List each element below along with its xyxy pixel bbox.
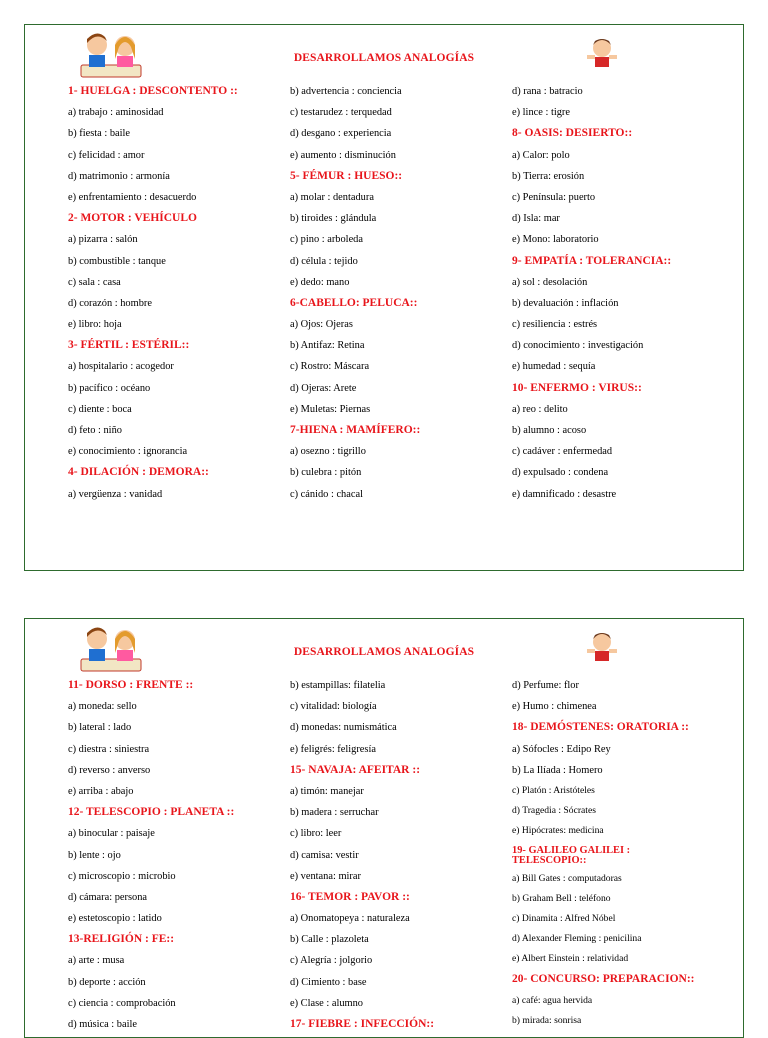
answer-option: a) café: agua hervida [512, 994, 593, 1006]
answer-option: b) advertencia : conciencia [290, 86, 402, 97]
column-right [512, 81, 671, 505]
answer-option: e) ventana: mirar [290, 870, 361, 882]
answer-option: d) conocimiento : investigación [512, 340, 644, 352]
answer-option: c) Platón : Aristóteles [512, 784, 595, 796]
answer-option: e) conocimiento : ignorancia [68, 446, 188, 458]
answer-option: b) deporte : acción [68, 976, 146, 988]
analogy-question: 9- EMPATÍA : TOLERANCIA:: [512, 254, 672, 267]
answer-option: d) música : baile [68, 1019, 137, 1030]
answer-option: d) expulsado : condena [512, 467, 609, 479]
answer-option: b) fiesta : baile [68, 128, 131, 140]
answer-option: c) pino : arboleda [290, 234, 363, 246]
worksheet-page-2 [24, 618, 744, 1038]
answer-option: d) matrimonio : armonía [68, 170, 170, 182]
analogy-question: 16- TEMOR : PAVOR :: [290, 890, 410, 903]
answer-option: d) Tragedia : Sócrates [512, 805, 596, 817]
answer-option: d) Alexander Fleming : penicilina [512, 933, 642, 945]
answer-option: a) timón: manejar [290, 785, 364, 797]
answer-option: d) Ojeras: Arete [290, 382, 357, 394]
answer-option: a) Ojos: Ojeras [290, 319, 353, 331]
answer-option: b) tiroides : glándula [290, 213, 377, 225]
answer-option: b) pacífico : océano [68, 382, 151, 394]
answer-option: a) moneda: sello [68, 701, 137, 713]
answer-option: a) binocular : paisaje [68, 828, 155, 840]
answer-option: a) sol : desolación [512, 276, 588, 288]
analogy-question: 20- CONCURSO: PREPARACION:: [512, 973, 695, 986]
analogy-question: 15- NAVAJA: AFEITAR :: [290, 763, 421, 776]
answer-option: c) cadáver : enfermedad [512, 446, 613, 458]
answer-option: d) feto : niño [68, 425, 122, 436]
answer-option: a) osezno : tigrillo [290, 446, 366, 458]
answer-option: c) microscopio : microbio [68, 870, 176, 882]
answer-option: a) Onomatopeya : naturaleza [290, 913, 410, 925]
answer-option: b) Graham Bell : teléfono [512, 892, 611, 904]
answer-option: a) Sófocles : Edipo Rey [512, 743, 611, 755]
answer-option: e) Albert Einstein : relatividad [512, 953, 629, 965]
analogy-question: 2- MOTOR : VEHÍCULO [68, 212, 197, 225]
answer-option: a) Calor: polo [512, 149, 570, 161]
answer-option: a) trabajo : aminosidad [68, 107, 164, 119]
answer-option: a) hospitalario : acogedor [68, 361, 174, 373]
answer-option: e) Clase : alumno [290, 997, 364, 1009]
answer-option: c) Península: puerto [512, 191, 596, 203]
answer-option: b) mirada: sonrisa [512, 1014, 582, 1026]
worksheet-page-1 [24, 24, 744, 571]
answer-option: b) Tierra: erosión [512, 170, 585, 182]
answer-option: d) Cimiento : base [290, 976, 367, 988]
answer-option: e) Mono: laboratorio [512, 234, 599, 246]
answer-option: b) estampillas: filatelia [290, 680, 386, 691]
answer-option: c) Dinamita : Alfred Nóbel [512, 912, 616, 924]
answer-option: b) madera : serruchar [290, 807, 379, 819]
analogy-question: 13-RELIGIÓN : FE:: [68, 933, 175, 946]
answer-option: e) aumento : disminución [290, 149, 396, 161]
answer-option: d) rana : batracio [512, 86, 583, 97]
boy-icon [585, 35, 619, 71]
analogy-question: 7-HIENA : MAMÍFERO:: [290, 424, 421, 436]
answer-option: b) devaluación : inflación [512, 297, 619, 309]
answer-option: c) testarudez : terquedad [290, 107, 392, 119]
column-left [68, 81, 238, 505]
column-middle [290, 675, 434, 1035]
page-title: DESARROLLAMOS ANALOGÍAS [293, 52, 475, 64]
analogy-question: 10- ENFERMO : VIRUS:: [512, 381, 642, 394]
answer-option: e) enfrentamiento : desacuerdo [68, 191, 197, 203]
answer-option: b) La Ilíada : Homero [512, 764, 603, 776]
answer-option: c) Alegría : jolgorio [290, 955, 373, 967]
answer-option: c) diestra : siniestra [68, 743, 150, 755]
answer-option: a) molar : dentadura [290, 191, 374, 203]
answer-option: c) resiliencia : estrés [512, 319, 598, 331]
answer-option: d) desgano : experiencia [290, 128, 392, 140]
analogy-question: 1- HUELGA : DESCONTENTO :: [68, 85, 238, 97]
answer-option: b) lateral : lado [68, 722, 132, 734]
column-right [512, 675, 695, 1031]
page-title: DESARROLLAMOS ANALOGÍAS [293, 646, 475, 658]
answer-option: d) corazón : hombre [68, 297, 152, 309]
answer-option: e) estetoscopio : latido [68, 913, 162, 925]
answer-option: d) célula : tejido [290, 255, 358, 267]
answer-option: b) culebra : pitón [290, 467, 362, 479]
answer-option: c) Rostro: Máscara [290, 361, 370, 373]
analogy-question: 3- FÉRTIL : ESTÉRIL:: [68, 339, 190, 352]
answer-option: d) monedas: numismática [290, 722, 397, 734]
answer-option: c) sala : casa [68, 276, 121, 288]
answer-option: d) reverso : anverso [68, 764, 151, 776]
answer-option: e) dedo: mano [290, 276, 350, 288]
answer-option: e) libro: hoja [68, 319, 122, 331]
answer-option: c) diente : boca [68, 403, 132, 415]
answer-option: d) cámara: persona [68, 891, 148, 903]
answer-option: e) Hipócrates: medicina [512, 825, 604, 837]
answer-option: a) reo : delito [512, 403, 568, 415]
answer-option: e) feligrés: feligresía [290, 743, 376, 755]
answer-option: c) cánido : chacal [290, 488, 363, 500]
answer-option: e) arriba : abajo [68, 785, 134, 797]
answer-option: b) combustible : tanque [68, 255, 166, 267]
answer-option: e) Humo : chimenea [512, 701, 597, 713]
analogy-question: 8- OASIS: DESIERTO:: [512, 127, 633, 140]
answer-option: c) vitalidad: biología [290, 701, 377, 713]
answer-option: e) Muletas: Piernas [290, 403, 371, 415]
answer-option: b) alumno : acoso [512, 425, 587, 436]
answer-option: e) damnificado : desastre [512, 488, 617, 500]
answer-option: b) lente : ojo [68, 849, 121, 861]
answer-option: a) vergüenza : vanidad [68, 488, 163, 500]
answer-option: d) camisa: vestir [290, 849, 359, 861]
analogy-question: 11- DORSO : FRENTE :: [68, 679, 194, 691]
answer-option: a) Bill Gates : computadoras [512, 872, 622, 884]
analogy-question: 19- GALILEO GALILEI : TELESCOPIO:: [512, 844, 631, 866]
answer-option: b) Calle : plazoleta [290, 934, 369, 946]
answer-option: a) arte : musa [68, 955, 125, 967]
answer-option: e) humedad : sequía [512, 361, 596, 373]
analogy-question: 6-CABELLO: PELUCA:: [290, 296, 418, 309]
answer-option: d) Perfume: flor [512, 680, 579, 691]
answer-option: d) Isla: mar [512, 213, 560, 225]
answer-option: b) Antifaz: Retina [290, 340, 365, 352]
analogy-question: 17- FIEBRE : INFECCIÓN:: [290, 1018, 435, 1030]
answer-option: c) libro: leer [290, 828, 342, 840]
answer-option: c) felicidad : amor [68, 149, 145, 161]
answer-option: e) lince : tigre [512, 107, 570, 119]
column-left [68, 675, 234, 1035]
analogy-question: 5- FÉMUR : HUESO:: [290, 169, 403, 182]
boy-icon [585, 629, 619, 665]
answer-option: a) pizarra : salón [68, 234, 138, 246]
column-middle [290, 81, 420, 505]
analogy-question: 12- TELESCOPIO : PLANETA :: [68, 806, 235, 819]
answer-option: c) ciencia : comprobación [68, 997, 176, 1009]
analogy-question: 4- DILACIÓN : DEMORA:: [68, 466, 209, 479]
analogy-question: 18- DEMÓSTENES: ORATORIA :: [512, 721, 689, 734]
